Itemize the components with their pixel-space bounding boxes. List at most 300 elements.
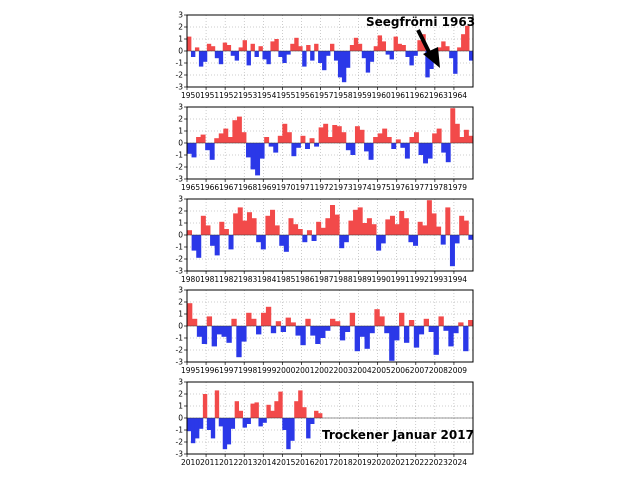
x-tick-label: 2021 [390,458,410,467]
negative-bar [302,235,307,242]
positive-bar [418,222,423,235]
positive-bar [337,126,342,143]
negative-bar [364,143,369,151]
negative-bar [191,51,195,57]
positive-bar [330,205,335,235]
negative-bar [384,326,389,333]
negative-bar [273,143,278,153]
y-tick-label: 1 [178,126,183,136]
positive-bar [360,130,365,143]
negative-bar [463,326,468,351]
positive-bar [445,46,449,51]
positive-bar [235,401,239,418]
negative-bar [453,326,458,333]
positive-bar [335,215,340,235]
positive-bar [321,228,326,235]
positive-bar [330,319,335,326]
positive-bar [237,117,242,143]
x-tick-label: 1993 [428,275,448,284]
positive-bar [310,138,315,143]
y-tick-label: -2 [175,254,183,264]
y-tick-label: 1 [178,34,183,44]
x-tick-label: 2006 [390,366,410,375]
negative-bar [342,51,346,82]
positive-bar [325,218,330,235]
negative-bar [279,235,284,246]
panel-1980 [176,195,474,285]
positive-bar [458,322,463,326]
negative-bar [251,143,256,169]
negative-bar [215,235,220,255]
positive-bar [251,404,255,418]
positive-bar [294,401,298,418]
positive-bar [247,212,252,235]
y-tick-label: -1 [175,425,183,435]
positive-bar [293,224,298,235]
positive-bar [436,227,441,235]
negative-bar [325,326,330,331]
y-tick-label: -3 [175,449,183,459]
positive-bar [242,221,247,235]
negative-bar [219,51,223,64]
x-tick-label: 1971 [295,183,315,192]
x-tick-label: 1960 [371,91,391,100]
y-tick-label: 3 [178,10,183,20]
positive-bar [214,138,219,143]
x-tick-label: 2020 [371,458,391,467]
y-tick-label: 2 [178,297,183,307]
negative-bar [455,235,460,243]
negative-bar [212,326,217,346]
positive-bar [270,41,274,51]
negative-bar [346,51,350,68]
x-tick-label: 2003 [333,366,353,375]
x-tick-label: 2024 [447,458,468,467]
negative-bar [318,51,322,63]
positive-bar [464,221,469,235]
positive-bar [385,219,390,235]
negative-bar [210,143,215,160]
x-tick-label: 1988 [333,275,353,284]
negative-bar [419,326,424,334]
negative-bar [286,418,290,449]
positive-bar [302,407,306,418]
negative-bar [271,326,276,333]
positive-bar [232,120,237,143]
x-tick-label: 1976 [390,183,410,192]
positive-bar [255,402,259,418]
negative-bar [453,51,457,74]
positive-bar [348,221,353,235]
negative-bar [222,326,227,337]
x-tick-label: 2001 [295,366,315,375]
y-tick-label: 1 [178,401,183,411]
negative-bar [255,143,260,175]
positive-bar [294,38,298,51]
positive-bar [207,316,212,326]
negative-bar [203,51,207,62]
positive-bar [196,137,201,143]
negative-bar [223,418,227,449]
x-tick-label: 1962 [409,91,429,100]
positive-bar [261,313,266,326]
positive-bar [275,225,280,235]
positive-bar [278,136,283,143]
negative-bar [195,418,199,438]
negative-bar [207,418,211,430]
negative-bar [394,326,399,340]
x-tick-label: 1959 [352,91,372,100]
negative-bar [290,418,294,441]
positive-bar [394,37,398,51]
negative-bar [302,51,306,67]
negative-bar [441,235,446,245]
positive-bar [241,132,246,143]
negative-bar [350,143,355,155]
negative-bar [231,51,235,56]
positive-bar [382,129,387,143]
positive-bar [318,413,322,418]
x-tick-label: 1977 [409,183,429,192]
negative-bar [428,143,433,159]
x-tick-label: 1998 [238,366,258,375]
negative-bar [191,418,195,443]
negative-bar [338,51,342,77]
x-tick-label: 2012 [219,458,239,467]
negative-bar [247,51,251,65]
negative-bar [197,326,202,337]
negative-bar [286,51,290,55]
negative-bar [434,326,439,355]
negative-bar [441,143,446,153]
x-tick-label: 1985 [276,275,296,284]
positive-bar [432,133,437,143]
y-tick-label: -2 [175,437,183,447]
negative-bar [235,51,239,61]
x-tick-label: 2008 [428,366,448,375]
y-tick-label: -2 [175,70,183,80]
positive-bar [251,44,255,51]
positive-bar [316,222,321,235]
positive-bar [231,319,236,326]
positive-bar [219,222,224,235]
x-tick-label: 1952 [219,91,239,100]
negative-bar [255,51,259,57]
x-tick-label: 1957 [314,91,334,100]
panel-2010 [176,378,473,468]
positive-bar [367,218,372,235]
x-tick-label: 1970 [276,183,296,192]
x-tick-label: 2013 [238,458,258,467]
positive-bar [266,405,270,418]
positive-bar [187,303,192,326]
positive-bar [362,223,367,235]
x-tick-label: 1950 [181,91,201,100]
negative-bar [443,326,448,331]
negative-bar [229,235,234,249]
negative-bar [404,326,409,343]
negative-bar [344,235,349,242]
negative-bar [405,143,410,159]
negative-bar [314,143,319,147]
negative-bar [202,326,207,344]
negative-bar [306,418,310,438]
positive-bar [227,45,231,51]
x-tick-label: 1967 [219,183,239,192]
x-tick-label: 2015 [276,458,296,467]
positive-bar [201,135,206,143]
negative-bar [247,418,251,424]
positive-bar [223,43,227,51]
negative-bar [339,235,344,248]
negative-bar [196,235,201,258]
negative-bar [199,418,203,429]
x-tick-label: 1968 [238,183,258,192]
negative-bar [450,235,455,266]
positive-bar [246,313,251,326]
negative-bar [369,326,374,333]
negative-bar [262,418,266,423]
x-tick-label: 2004 [352,366,372,375]
positive-bar [424,319,429,326]
positive-bar [387,137,392,143]
positive-bar [350,313,355,326]
y-tick-label: -1 [175,242,183,252]
positive-bar [390,216,395,235]
negative-bar [409,51,413,65]
positive-bar [355,126,360,143]
negative-bar [366,51,370,73]
y-tick-label: 0 [178,321,183,331]
negative-bar [243,418,247,428]
negative-bar [258,418,262,426]
negative-bar [278,51,282,57]
positive-bar [373,137,378,143]
x-tick-label: 1964 [447,91,468,100]
positive-bar [239,411,243,418]
positive-bar [464,130,469,143]
negative-bar [256,326,261,334]
annotation-seegfroerni: Seegfrörni 1963 [366,15,476,29]
negative-bar [449,51,453,58]
x-tick-label: 1954 [257,91,277,100]
positive-bar [465,26,469,51]
x-tick-label: 2005 [371,366,391,375]
x-tick-label: 2023 [428,458,448,467]
positive-bar [409,137,414,143]
x-tick-label: 2017 [314,458,334,467]
positive-bar [211,46,215,51]
negative-bar [346,143,351,150]
positive-bar [431,213,436,235]
negative-bar [345,326,350,332]
panel-1965 [176,103,474,193]
y-tick-label: -1 [175,150,183,160]
x-tick-label: 1978 [428,183,448,192]
positive-bar [306,45,310,51]
negative-bar [260,143,265,159]
x-tick-label: 1974 [352,183,372,192]
negative-bar [305,143,310,149]
positive-bar [298,229,303,235]
y-tick-label: -3 [175,82,183,92]
x-tick-label: 1984 [257,275,277,284]
negative-bar [205,143,210,150]
positive-bar [287,132,292,143]
positive-bar [437,129,442,143]
positive-bar [323,124,328,143]
negative-bar [227,418,231,444]
negative-bar [296,143,301,148]
negative-bar [219,418,223,426]
negative-bar [192,235,197,251]
negative-bar [340,326,345,340]
x-tick-label: 2022 [409,458,429,467]
y-tick-label: 3 [178,102,183,112]
positive-bar [341,132,346,143]
positive-bar [378,35,382,51]
x-tick-label: 2016 [295,458,315,467]
positive-bar [417,40,421,51]
y-tick-label: -3 [175,266,183,276]
positive-bar [274,39,278,51]
positive-bar [219,133,224,143]
positive-bar [445,207,450,235]
positive-bar [300,136,305,143]
positive-bar [399,313,404,326]
positive-bar [450,108,455,143]
positive-bar [395,224,400,235]
negative-bar [261,235,266,249]
negative-bar [266,51,270,64]
positive-bar [266,307,271,326]
negative-bar [386,51,390,55]
negative-bar [187,143,192,154]
negative-bar [269,143,274,147]
positive-bar [298,390,302,418]
x-tick-label: 1995 [181,366,201,375]
positive-bar [195,47,199,51]
positive-bar [382,41,386,51]
positive-bar [335,321,340,326]
negative-bar [246,143,251,157]
positive-bar [402,45,406,51]
positive-bar [330,44,334,51]
positive-bar [374,46,378,51]
negative-bar [389,326,394,361]
y-tick-label: 3 [178,194,183,204]
positive-bar [422,225,427,235]
positive-bar [192,319,197,326]
negative-bar [262,51,266,59]
negative-bar [320,326,325,338]
positive-bar [350,45,354,51]
negative-bar [192,143,197,157]
positive-bar [224,229,229,235]
x-tick-label: 1996 [200,366,220,375]
x-tick-label: 1973 [333,183,353,192]
x-tick-label: 1961 [390,91,410,100]
positive-bar [332,125,337,143]
x-tick-label: 1997 [219,366,239,375]
negative-bar [362,51,366,58]
positive-bar [243,40,247,51]
positive-bar [252,218,257,235]
y-tick-label: -1 [175,333,183,343]
x-tick-label: 1989 [352,275,372,284]
positive-bar [438,316,443,326]
positive-bar [305,319,310,326]
positive-bar [459,216,464,235]
x-tick-label: 2007 [409,366,429,375]
y-tick-label: 2 [178,389,183,399]
negative-bar [405,51,409,57]
positive-bar [291,322,296,326]
negative-bar [217,326,222,334]
y-tick-label: 3 [178,377,183,387]
negative-bar [381,235,386,243]
positive-bar [288,218,293,235]
negative-bar [360,326,365,337]
negative-bar [391,143,396,149]
positive-bar [455,124,460,143]
positive-bar [201,216,206,235]
positive-bar [239,47,243,51]
negative-bar [408,235,413,242]
negative-bar [241,326,246,342]
x-tick-label: 1982 [219,275,239,284]
negative-bar [370,51,374,62]
negative-bar [446,143,451,162]
positive-bar [223,129,228,143]
y-tick-label: 2 [178,206,183,216]
positive-bar [270,411,274,418]
negative-bar [414,326,419,348]
positive-bar [203,394,207,418]
positive-bar [427,200,432,235]
positive-bar [404,218,409,235]
negative-bar [429,326,434,332]
positive-bar [307,230,312,235]
negative-bar [256,235,261,242]
negative-bar [315,326,320,344]
positive-bar [459,137,464,143]
positive-bar [270,210,275,235]
positive-bar [187,230,192,235]
negative-bar [334,51,338,61]
x-tick-label: 1963 [428,91,448,100]
positive-bar [187,37,191,51]
negative-bar [310,51,314,61]
x-tick-label: 1972 [314,183,334,192]
negative-bar [187,418,191,431]
y-tick-label: -3 [175,174,183,184]
y-tick-label: 0 [178,46,183,56]
positive-bar [354,38,358,51]
x-tick-label: 1990 [371,275,391,284]
positive-bar [353,210,358,235]
x-tick-label: 1992 [409,275,429,284]
negative-bar [312,235,317,241]
positive-bar [278,392,282,418]
y-tick-label: -1 [175,58,183,68]
negative-bar [282,418,286,430]
negative-bar [413,51,417,56]
positive-bar [228,137,233,143]
positive-bar [276,321,281,326]
negative-bar [419,143,424,155]
positive-bar [319,127,324,143]
